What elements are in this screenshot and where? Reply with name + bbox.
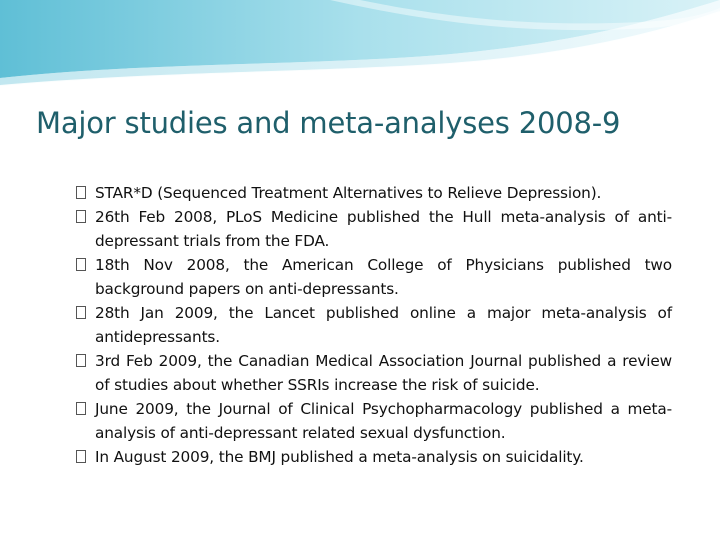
slide-title: Major studies and meta-analyses 2008-9 xyxy=(36,106,621,140)
bullet-text: In August 2009, the BMJ published a meta-analysis on suicidality. xyxy=(95,448,584,466)
box-icon xyxy=(76,258,86,271)
box-icon xyxy=(76,354,86,367)
list-item xyxy=(75,349,672,397)
box-icon xyxy=(76,450,86,463)
bullet-text: STAR*D (Sequenced Treatment Alternatives to Relieve Depression). xyxy=(95,184,602,202)
list-item xyxy=(75,253,672,301)
bullet-text: 18th Nov 2008, the American College of Physicians published two background papers on anti-depressants. xyxy=(95,256,672,298)
header-wave-decoration xyxy=(0,0,720,100)
bullet-text: 28th Jan 2009, the Lancet published online a major meta-analysis of antidepressants. xyxy=(95,304,672,346)
bullet-list xyxy=(75,181,672,469)
list-item xyxy=(75,205,672,253)
box-icon xyxy=(76,306,86,319)
bullet-text: 26th Feb 2008, PLoS Medicine published the Hull meta-analysis of anti-depressant trials from the FDA. xyxy=(95,208,672,250)
box-icon xyxy=(76,186,86,199)
list-item xyxy=(75,445,672,469)
list-item xyxy=(75,301,672,349)
bullet-text: June 2009, the Journal of Clinical Psychopharmacology published a meta-analysis of anti-depressant related sexual dysfunction. xyxy=(95,400,672,442)
bullet-text: 3rd Feb 2009, the Canadian Medical Association Journal published a review of studies about whether SSRIs increase the risk of suicide. xyxy=(95,352,672,394)
box-icon xyxy=(76,210,86,223)
box-icon xyxy=(76,402,86,415)
list-item xyxy=(75,181,672,205)
list-item xyxy=(75,397,672,445)
